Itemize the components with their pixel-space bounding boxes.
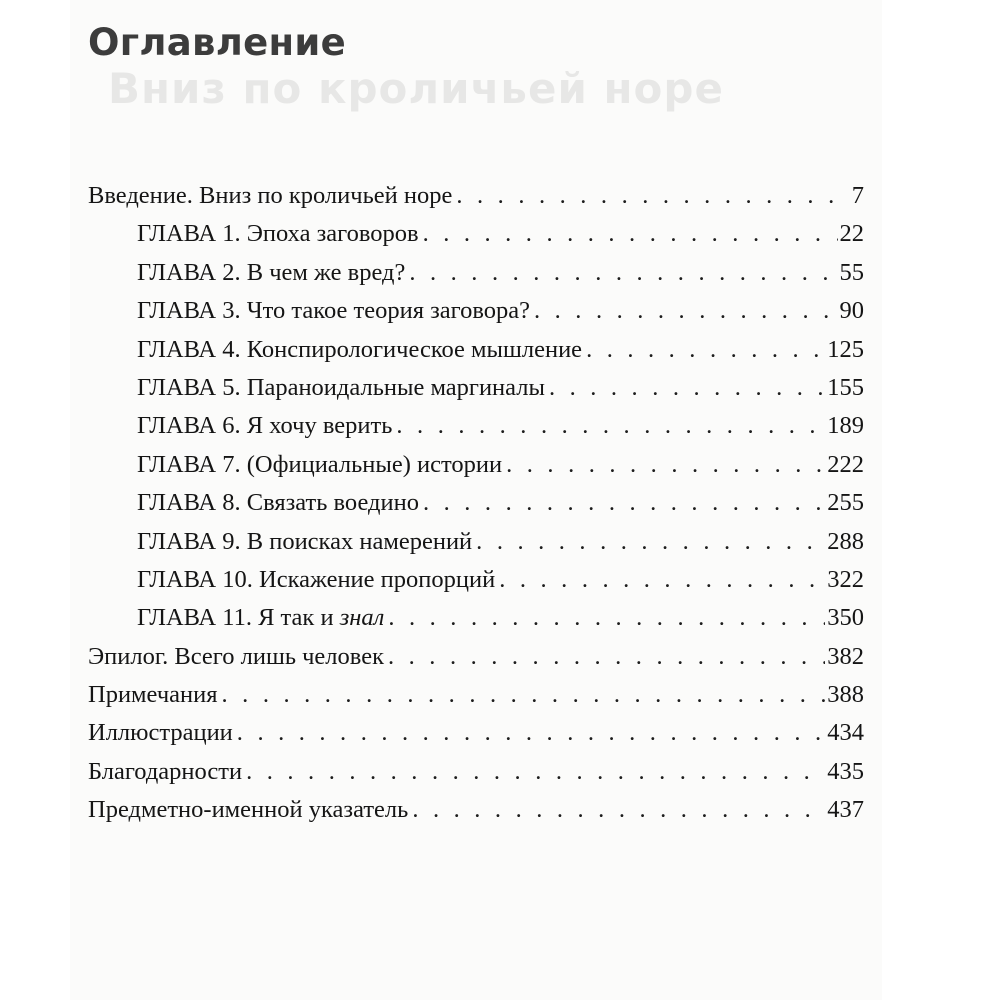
toc-entry-chapter-6[interactable]	[88, 412, 864, 450]
toc-entry-chapter-9[interactable]	[88, 528, 864, 566]
page-margin-left	[0, 0, 70, 1000]
toc-page-number: 388	[827, 681, 864, 709]
toc-entry-illustrations[interactable]	[88, 719, 864, 757]
toc-entry-epilogue[interactable]	[88, 643, 864, 681]
toc-page-number: 55	[839, 258, 864, 286]
toc-entry-notes[interactable]	[88, 681, 864, 719]
toc-page-number: 222	[827, 450, 864, 478]
toc-page-number: 434	[827, 719, 864, 747]
toc-entry-title: Введение. Вниз по кроличьей норе	[88, 182, 453, 209]
dot-leader	[476, 528, 825, 556]
dot-leader	[456, 182, 849, 210]
toc-entry-title: ГЛАВА 6. Я хочу верить	[137, 412, 393, 440]
toc-entry-title: ГЛАВА 2. В чем же вред?	[137, 258, 406, 286]
toc-entry-title: ГЛАВА 7. (Официальные) истории	[137, 450, 503, 478]
toc-entry-title: ГЛАВА 8. Связать воедино	[137, 489, 419, 517]
toc-entry-title: Предметно-именной указатель	[88, 796, 409, 824]
dot-leader	[246, 758, 825, 786]
toc-entry-title-prefix: ГЛАВА 11. Я так и	[137, 604, 340, 632]
dot-leader	[534, 297, 838, 325]
toc-entry-introduction[interactable]	[88, 182, 864, 220]
toc-entry-chapter-2[interactable]	[88, 259, 864, 297]
toc-entry-title: ГЛАВА 4. Конспирологическое мышление	[137, 335, 583, 363]
dot-leader	[222, 681, 826, 709]
toc-page-number: 322	[827, 565, 864, 593]
toc-entry-title: ГЛАВА 3. Что такое теория заговора?	[137, 297, 530, 325]
toc-page-number: 189	[827, 412, 864, 440]
toc-entry-title: ГЛАВА 10. Искажение пропорций	[137, 565, 496, 593]
dot-leader	[388, 643, 825, 671]
dot-leader	[586, 336, 825, 364]
toc-page-number: 90	[839, 297, 864, 325]
toc-entry-chapter-1[interactable]	[88, 220, 864, 258]
dot-leader	[499, 566, 825, 594]
toc-entry-chapter-3[interactable]	[88, 297, 864, 335]
toc-entry-chapter-8[interactable]	[88, 489, 864, 527]
toc-entry-chapter-7[interactable]	[88, 451, 864, 489]
toc-entry-acknowledgements[interactable]	[88, 758, 864, 796]
dot-leader	[237, 719, 825, 747]
toc-page-number: 435	[827, 757, 864, 785]
table-of-contents	[88, 182, 864, 835]
page-title: Оглавление	[88, 21, 347, 64]
toc-entry-chapter-10[interactable]	[88, 566, 864, 604]
toc-page-number: 382	[827, 642, 864, 670]
toc-page-number: 155	[827, 373, 864, 401]
dot-leader	[423, 220, 838, 248]
dot-leader	[412, 796, 825, 824]
bleed-through-heading: Вниз по кроличьей норе	[108, 64, 724, 113]
toc-entry-title: ГЛАВА 5. Параноидальные маргиналы	[137, 373, 545, 401]
toc-page-number: 125	[827, 335, 864, 363]
toc-page-number: 288	[827, 527, 864, 555]
toc-entry-title: Иллюстрации	[88, 719, 233, 747]
dot-leader	[409, 259, 837, 287]
dot-leader	[549, 374, 825, 402]
toc-entry-title	[137, 604, 388, 632]
toc-entry-index[interactable]	[88, 796, 864, 834]
toc-page-number: 22	[839, 220, 864, 248]
toc-entry-title: ГЛАВА 1. Эпоха заговоров	[137, 220, 419, 248]
dot-leader	[396, 412, 825, 440]
page-margin-right	[882, 0, 1000, 1000]
toc-page-number: 437	[827, 796, 864, 824]
toc-entry-title: Эпилог. Всего лишь человек	[88, 642, 384, 670]
toc-page-number: 350	[827, 604, 864, 632]
toc-entry-chapter-5[interactable]	[88, 374, 864, 412]
toc-entry-title: Благодарности	[88, 757, 243, 785]
toc-entry-title-italic: знал	[339, 604, 385, 632]
toc-page-number: 7	[851, 182, 864, 209]
dot-leader	[506, 451, 825, 479]
toc-entry-title: ГЛАВА 9. В поисках намерений	[137, 527, 473, 555]
dot-leader	[388, 604, 825, 632]
dot-leader	[423, 489, 825, 517]
toc-page-number: 255	[827, 489, 864, 517]
toc-entry-title: Примечания	[88, 681, 218, 709]
toc-entry-chapter-11[interactable]	[88, 604, 864, 642]
toc-entry-chapter-4[interactable]	[88, 336, 864, 374]
